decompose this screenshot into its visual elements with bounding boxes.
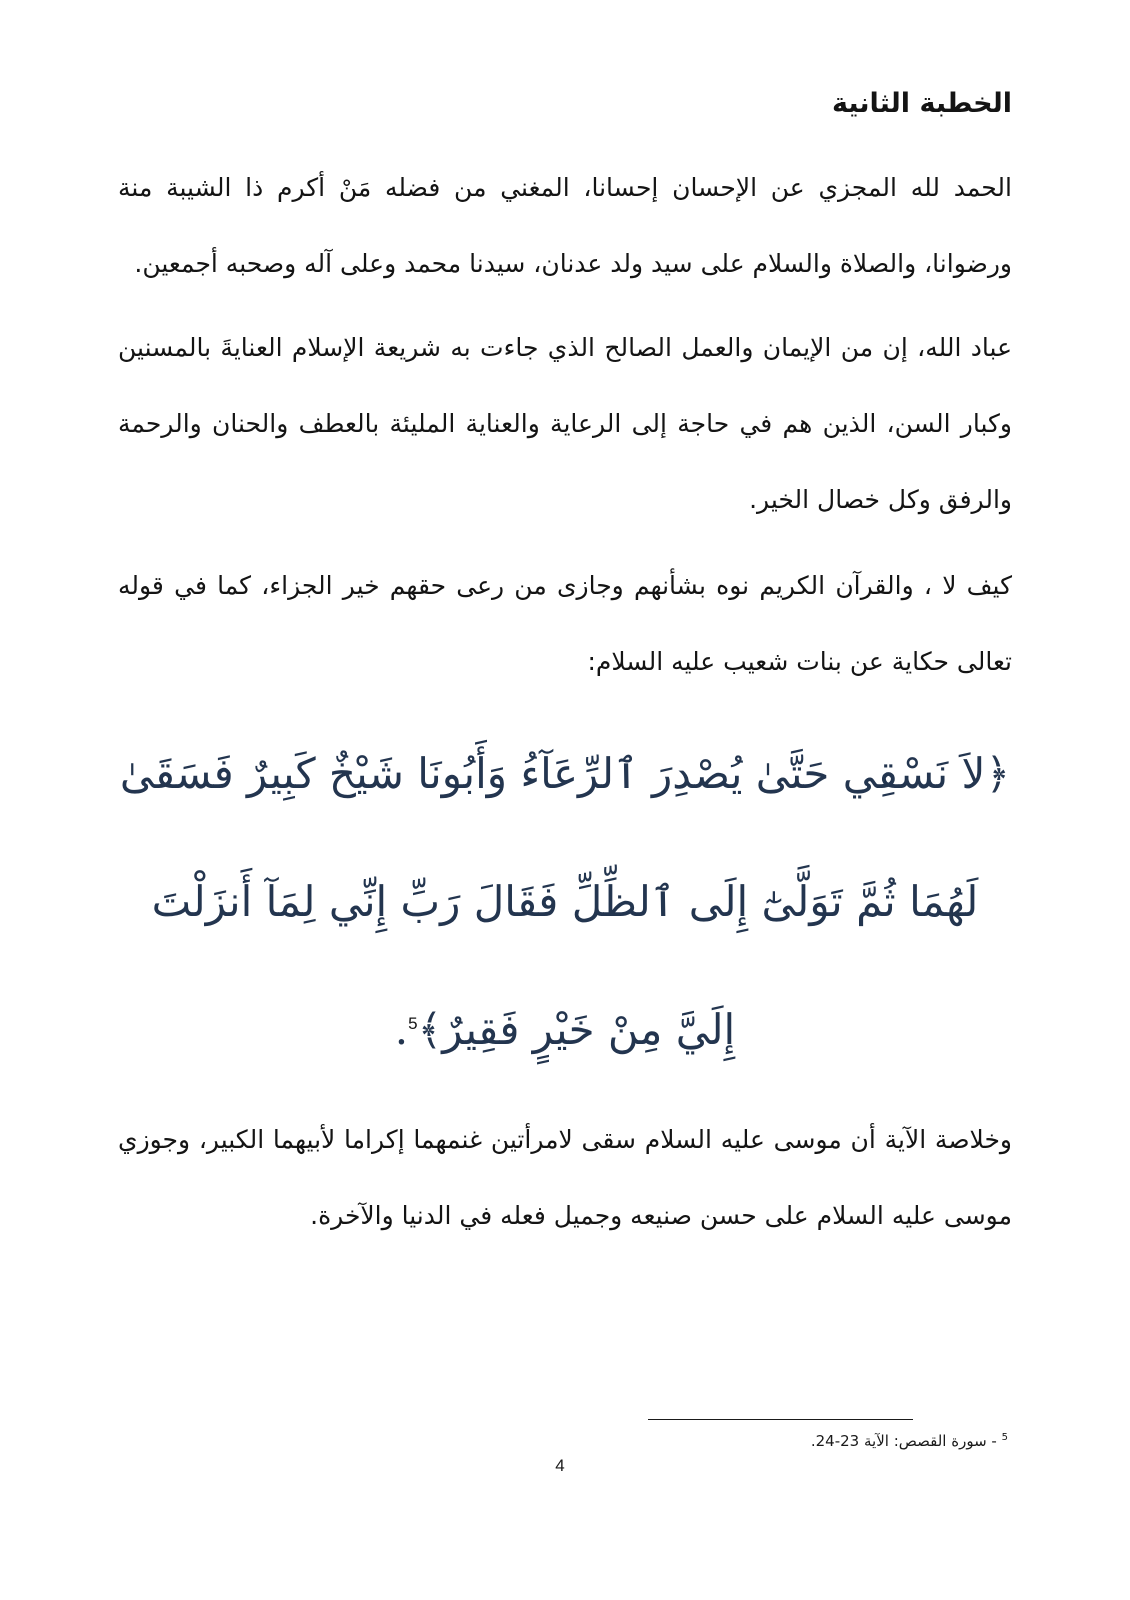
footnote-number: 5 (1001, 1432, 1008, 1443)
paragraph-opening-praise: الحمد لله المجزي عن الإحسان إحسانا، المغني من فضله مَنْ أكرم ذا الشيبة منة ورضوانا، والصلاة والسلام على سيد ولد عدنان، سيدنا محمد وعلى آله وصحبه أجمعين. (118, 173, 1012, 278)
quran-verse (118, 710, 1012, 1094)
verse-text: لاَ نَسْقِي حَتَّىٰ يُصْدِرَ ٱلرِّعَآءُ وَأَبُونَا شَيْخٌ كَبِيرٌ فَسَقَىٰ لَهُمَا ثُمَّ تَوَلَّىٰٓ إِلَى ٱلظِّلِّ فَقَالَ رَبِّ إِنِّي لِمَآ أَنزَلْتَ إِلَيَّ مِنْ خَيْرٍ فَقِيرٌ (119, 749, 986, 1054)
verse-end-punctuation: . (394, 1005, 409, 1054)
footnote-text: - سورة القصص: الآية 23-24. (810, 1432, 997, 1450)
section-heading: الخطبة الثانية (831, 88, 1012, 119)
paragraph-care-for-elderly: عباد الله، إن من الإيمان والعمل الصالح الذي جاءت به شريعة الإسلام العنايةَ بالمسنين وكبار السن، الذين هم في حاجة إلى الرعاية والعناية المليئة بالعطف والحنان والرحمة والرفق وكل خصال الخير. (118, 333, 1012, 514)
verse-close-bracket: ﴾ (417, 1005, 443, 1054)
paragraph-verse-summary: وخلاصة الآية أن موسى عليه السلام سقى لامرأتين غنمهما إكراما لأبيهما الكبير، وجوزي موسى عليه السلام على حسن صنيعه وجميل فعله في الدنيا والآخرة. (118, 1125, 1012, 1230)
paragraph-quran-reference: كيف لا ، والقرآن الكريم نوه بشأنهم وجازى من رعى حقهم خير الجزاء، كما في قوله تعالى حكاية عن بنات شعيب عليه السلام: (118, 571, 1012, 676)
page-number: 4 (555, 1456, 565, 1475)
verse-open-bracket: ﴿ (985, 749, 1011, 798)
footnote (811, 1432, 1008, 1450)
document-body (118, 82, 1012, 1262)
footnote-separator (648, 1419, 913, 1420)
footnote-reference: 5 (408, 1014, 418, 1033)
